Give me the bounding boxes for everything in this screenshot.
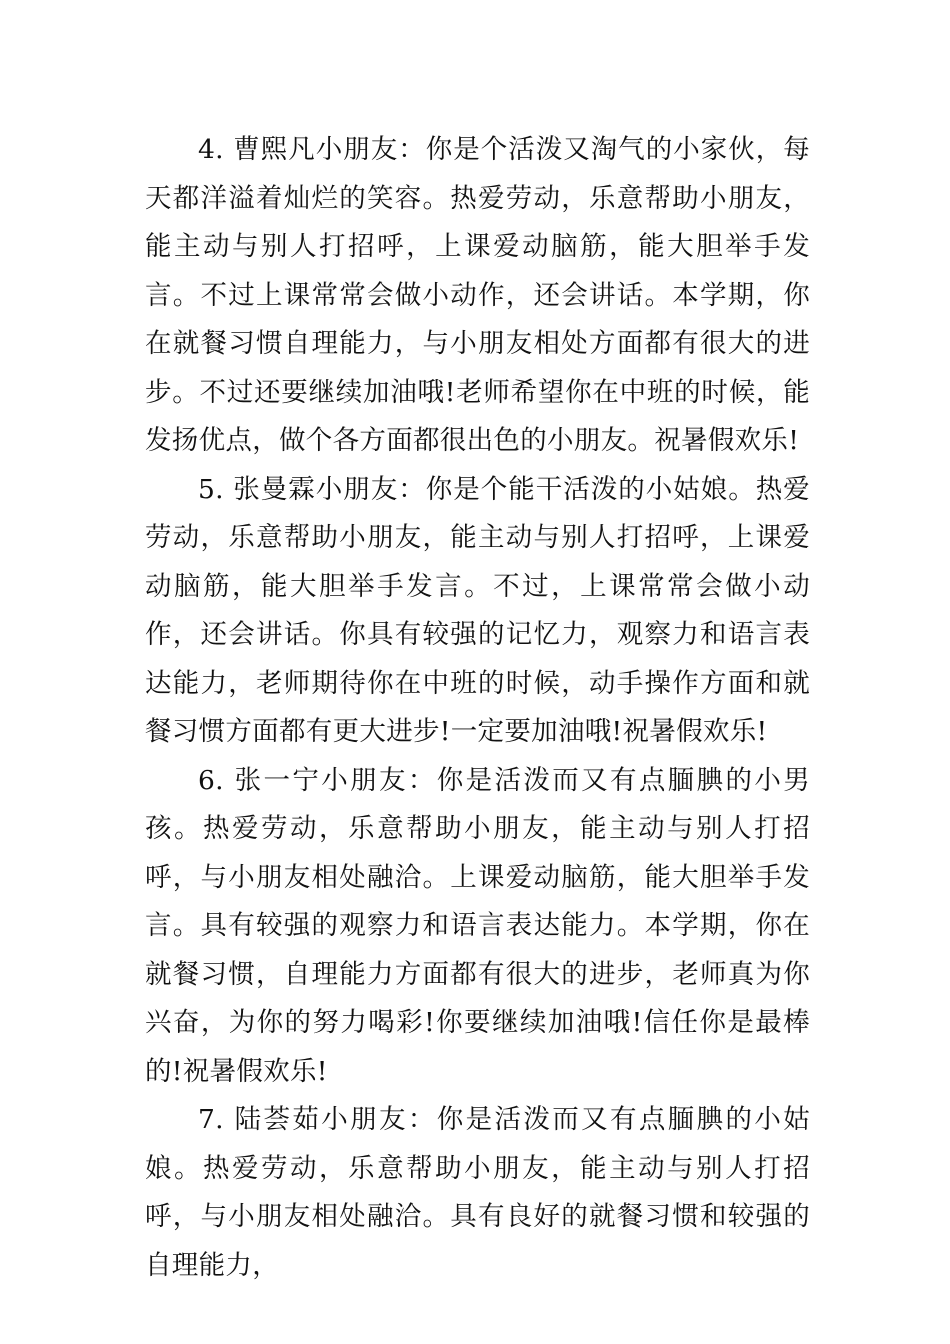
- paragraph-4: 4. 曹熙凡小朋友：你是个活泼又淘气的小家伙，每天都洋溢着灿烂的笑容。热爱劳动，乐意帮助小朋友，能主动与别人打招呼，上课爱动脑筋，能大胆举手发言。不过上课常常会做小动作，还会讲话。本学期，你在就餐习惯自理能力，与小朋友相处方面都有很大的进步。不过还要继续加油哦!老师希望你在中班的时候，能发扬优点，做个各方面都很出色的小朋友。祝暑假欢乐!: [145, 134, 810, 456]
- paragraph-5: 5. 张曼霖小朋友：你是个能干活泼的小姑娘。热爱劳动，乐意帮助小朋友，能主动与别人打招呼，上课爱动脑筋，能大胆举手发言。不过，上课常常会做小动作，还会讲话。你具有较强的记忆力，观察力和语言表达能力，老师期待你在中班的时候，动手操作方面和就餐习惯方面都有更大进步!一定要加油哦!祝暑假欢乐!: [145, 473, 810, 747]
- paragraph-7: 7. 陆荟茹小朋友：你是活泼而又有点腼腆的小姑娘。热爱劳动，乐意帮助小朋友，能主动与别人打招呼，与小朋友相处融洽。具有良好的就餐习惯和较强的自理能力，: [145, 1104, 810, 1281]
- paragraph-6: 6. 张一宁小朋友：你是活泼而又有点腼腆的小男孩。热爱劳动，乐意帮助小朋友，能主动与别人打招呼，与小朋友相处融洽。上课爱动脑筋，能大胆举手发言。具有较强的观察力和语言表达能力。本学期，你在就餐习惯，自理能力方面都有很大的进步，老师真为你兴奋，为你的努力喝彩!你要继续加油哦!信任你是最棒的!祝暑假欢乐!: [145, 764, 810, 1087]
- document-body: [145, 126, 810, 1290]
